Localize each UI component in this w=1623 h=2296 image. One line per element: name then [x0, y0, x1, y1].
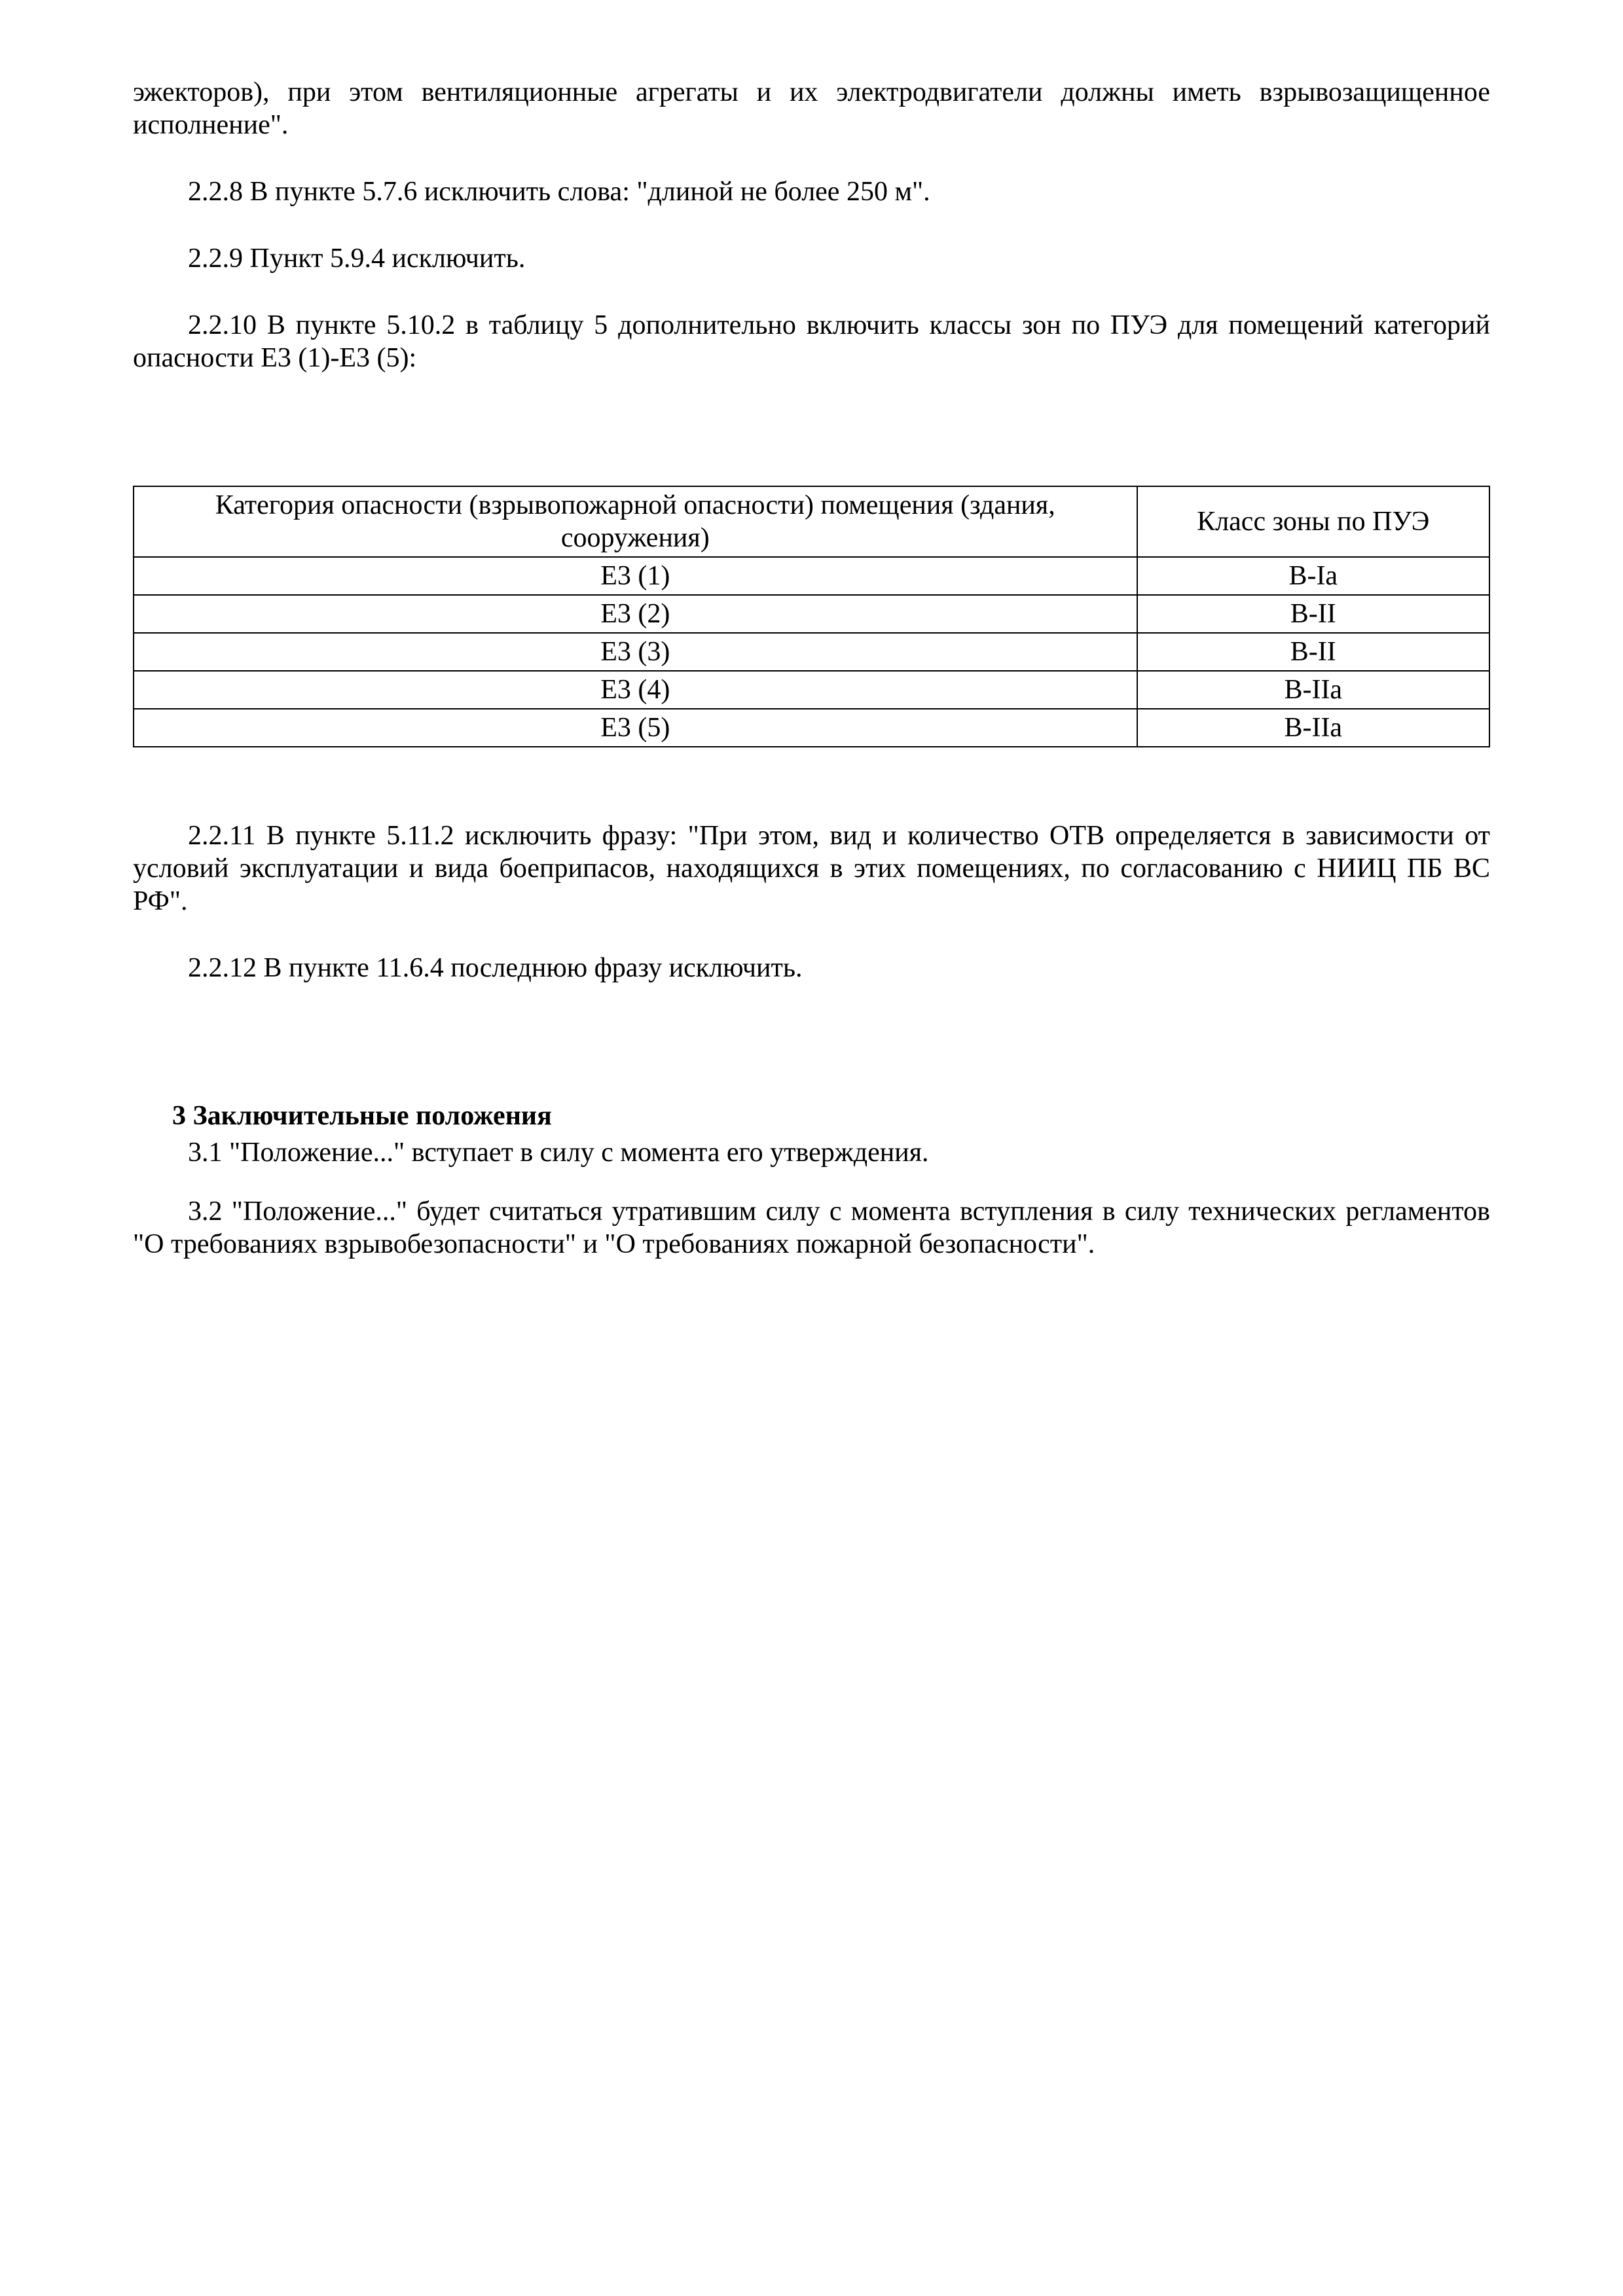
- zone-class-cell: В-II: [1137, 595, 1489, 633]
- paragraph-3-1: 3.1 "Положение..." вступает в силу с момента его утверждения.: [188, 1138, 929, 1168]
- zone-class-cell: В-II: [1137, 633, 1489, 671]
- paragraph-3-2: 3.2 "Положение..." будет считаться утратившим силу с момента вступления в силу технических регламентов "О требованиях взрывобезопасности" и "О требованиях пожарной безопасности".: [133, 1196, 1490, 1259]
- paragraph-2-2-10: 2.2.10 В пункте 5.10.2 в таблицу 5 дополнительно включить классы зон по ПУЭ для помещений категорий опасности Е3 (1)-Е3 (5):: [133, 310, 1490, 373]
- paragraph-continuation: эжекторов), при этом вентиляционные агрегаты и их электродвигатели должны иметь взрывозащищенное исполнение".: [133, 77, 1490, 140]
- category-cell: Е3 (4): [134, 671, 1137, 709]
- table-row: [134, 709, 1489, 747]
- table-header-category: Категория опасности (взрывопожарной опасности) помещения (здания, сооружения): [134, 486, 1137, 557]
- table-row: [134, 633, 1489, 671]
- paragraph-2-2-12: 2.2.12 В пункте 11.6.4 последнюю фразу исключить.: [188, 953, 803, 983]
- paragraph-2-2-8: 2.2.8 В пункте 5.7.6 исключить слова: "длиной не более 250 м".: [188, 177, 930, 207]
- table-row: [134, 671, 1489, 709]
- section-3-heading: 3 Заключительные положения: [172, 1101, 552, 1131]
- category-cell: Е3 (1): [134, 557, 1137, 595]
- table-row: [134, 595, 1489, 633]
- category-cell: Е3 (5): [134, 709, 1137, 747]
- paragraph-2-2-11: 2.2.11 В пункте 5.11.2 исключить фразу: "При этом, вид и количество ОТВ определяется в зависимости от условий эксплуатации и вида боеприпасов, находящихся в этих помещениях, по согласованию с НИИЦ ПБ ВС РФ".: [133, 821, 1490, 916]
- zone-class-cell: В-Iа: [1137, 557, 1489, 595]
- category-cell: Е3 (2): [134, 595, 1137, 633]
- table-header-row: [134, 486, 1489, 557]
- table-header-zone-class: Класс зоны по ПУЭ: [1137, 486, 1489, 557]
- zone-class-cell: В-IIа: [1137, 709, 1489, 747]
- table-row: [134, 557, 1489, 595]
- table-body: [134, 557, 1489, 747]
- paragraph-2-2-9: 2.2.9 Пункт 5.9.4 исключить.: [188, 243, 526, 274]
- zone-class-cell: В-IIа: [1137, 671, 1489, 709]
- hazard-zone-table: [133, 486, 1490, 747]
- category-cell: Е3 (3): [134, 633, 1137, 671]
